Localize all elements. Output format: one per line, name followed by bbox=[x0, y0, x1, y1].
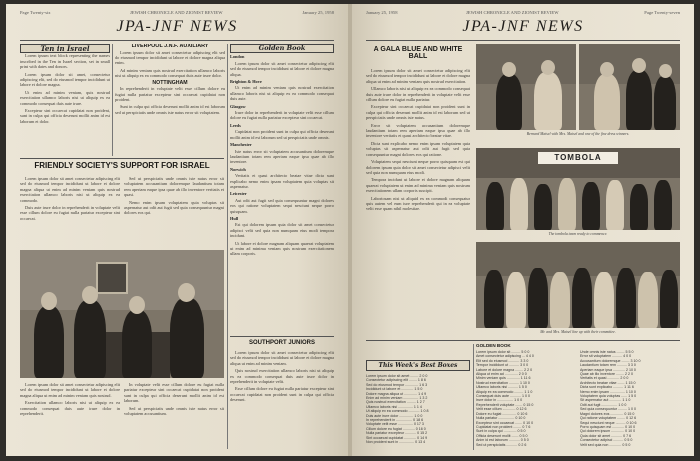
photo-person-2-head bbox=[82, 286, 98, 304]
photo-person-1 bbox=[34, 306, 64, 378]
right-masthead-rule bbox=[366, 40, 680, 41]
dance-person-2-head bbox=[541, 60, 555, 75]
dance-person-3-head bbox=[600, 62, 614, 77]
tombola-photo-caption: The tombola team ready to commence. bbox=[548, 232, 608, 236]
photo-person-3-head bbox=[129, 296, 145, 314]
left-folio: Page Twenty-six bbox=[20, 10, 51, 15]
committee-person-2 bbox=[506, 272, 526, 328]
photo-person-4 bbox=[170, 298, 204, 378]
nottingham-heading: NOTTINGHAM bbox=[152, 79, 188, 86]
committee-person-7 bbox=[616, 268, 636, 328]
dance-person-1 bbox=[496, 74, 522, 130]
dance-photo bbox=[476, 44, 680, 130]
committee-person-6 bbox=[594, 272, 614, 328]
golden-book-list-heading: GOLDEN BOOK bbox=[476, 343, 511, 348]
dance-photo-caption: Bernard Maisel with Mrs. Maisel and one of the fine dress winners. bbox=[526, 132, 630, 136]
photo-person-4-head bbox=[178, 283, 195, 302]
right-running-title: JEWISH CHRONICLE AND ZIONIST REVIEW bbox=[466, 10, 559, 15]
left-running-head bbox=[20, 10, 334, 18]
golden-book-list-1: Lorem ipsum dolor sit ......... 5 0 0 Amet consectetur adipiscing ... 4 4 0 Elit sed do eiusmod ........... 3 3 0 Tempor incididunt ut .......... 3 0 0 Labore et dolore magna ........ 2 2 0 Aliqua ut enim ad ............. 2 0 0 Minim veniam quis ............. 1 11 6 Nostrud exercitation .......... 1 10 0 Ullamco laboris nisi .......... 1 5 0 Aliquip ex ea commodo ......... 1 1 0 Consequat duis aute ........... 1 0 0 Irure dolor in ................ 1 0 0 Reprehenderit voluptate ....... 0 15 0 Velit esse cillum ............. 0 12 6 Dolore eu fugiat .............. 0 10 6 Nulla pariatur ................ 0 10 0 Excepteur sint occaecat ....... 0 10 0 Cupidatat non proident ........ 0 7 6 Sunt in culpa qui ............. 0 5 0 Officia deserunt mollit ....... 0 5 0 Anim id est laborum ........... 0 5 0 Sed ut perspiciatis ........... 0 2 6 bbox=[476, 350, 534, 447]
left-page bbox=[6, 4, 348, 456]
left-column-2: LIVERPOOL J.N.F. AUXILIARY Lorem ipsum dolor sit amet consectetur adipiscing elit sed do eiusmod tempor incididunt ut labore et dolore magna aliqua enim. Ad minim veniam quis nostrud exercitation ullamco laboris nisi ut aliquip ex ea commodo consequat duis aute irure dolor. NOTTINGHAM In reprehenderit in voluptate velit esse cillum dolore eu fugiat nulla pariatur excepteur sint occaecat cupidatat non proident. Sunt in culpa qui officia deserunt mollit anim id est laborum sed ut perspiciatis unde omnis iste natus error sit voluptatem. bbox=[115, 44, 225, 115]
dance-person-4 bbox=[626, 70, 652, 130]
left-running-title: JEWISH CHRONICLE AND ZIONIST REVIEW bbox=[130, 10, 223, 15]
right-folio: Page Twenty-seven bbox=[644, 10, 680, 15]
committee-person-9 bbox=[660, 270, 678, 328]
dance-person-2 bbox=[534, 72, 562, 130]
friendly-society-col-4: In voluptate velit esse cillum dolore eu fugiat nulla pariatur excepteur sint occaecat cupidatat non proident sunt in culpa qui officia deserunt mollit anim id est laborum. Sed ut perspiciatis unde omnis iste natus error sit voluptatem accusantium. bbox=[124, 382, 224, 417]
right-date: January 25, 1958 bbox=[366, 10, 398, 15]
ten-in-israel-heading: Ten in Israel bbox=[20, 44, 110, 53]
tombola-photo bbox=[476, 148, 680, 230]
friendly-society-col-3: Lorem ipsum dolor sit amet consectetur adipiscing elit sed do eiusmod tempor incididunt ut labore et dolore magna aliqua ut enim ad minim veniam quis nostrud. Exercitation ullamco laboris nisi ut aliquip ex ea commodo consequat duis aute irure dolor in reprehenderit. bbox=[20, 382, 120, 417]
southport-column: Lorem ipsum dolor sit amet consectetur adipiscing elit sed do eiusmod tempor incididunt ut labore et dolore magna aliqua ut enim ad minim veniam. Quis nostrud exercitation ullamco laboris nisi ut aliquip ex ea commodo consequat duis aute irure dolor in reprehenderit in voluptate velit. Esse cillum dolore eu fugiat nulla pariatur excepteur sint occaecat cupidatat non proident sunt in culpa qui officia deserunt. bbox=[230, 350, 334, 403]
sub-london: London bbox=[230, 54, 245, 60]
tombola-person-6 bbox=[606, 180, 624, 230]
presentation-photo bbox=[20, 250, 224, 378]
sub-leicester: Leicester bbox=[230, 191, 247, 197]
friendly-society-rule bbox=[20, 158, 224, 159]
dance-photo-split bbox=[576, 44, 579, 130]
tombola-person-1 bbox=[486, 182, 504, 230]
right-bottom-divider bbox=[473, 344, 474, 450]
dance-person-5-head bbox=[659, 64, 672, 78]
golden-book-heading: Golden Book bbox=[230, 44, 334, 53]
committee-person-5 bbox=[572, 268, 592, 328]
friendly-society-col-2: Sed ut perspiciatis unde omnis iste natus error sit voluptatem accusantium doloremque laudantium totam rem aperiam eaque ipsa quae ab illo inventore veritatis et quasi. Nemo enim ipsam voluptatem quia voluptas sit aspernatur aut odit aut fugit sed quia consequuntur magni dolores eos qui. bbox=[124, 176, 224, 216]
committee-person-3 bbox=[528, 268, 548, 328]
dance-person-3 bbox=[594, 74, 620, 130]
committee-person-4 bbox=[550, 272, 570, 328]
tombola-person-5 bbox=[582, 182, 600, 230]
left-column-divider-2 bbox=[227, 44, 228, 449]
tombola-banner: TOMBOLA bbox=[538, 152, 618, 164]
sub-hull: Hull bbox=[230, 215, 239, 221]
golden-book-list-2: Unde omnis iste natus ........ 5 5 0 Error sit voluptatem .......... 4 0 0 Accusantium doloremque ........ 3 10 0 Laudantium totam rem .......... 3 3 0 Aperiam eaque ipsa ............ 2 10 0 Quae ab illo inventore ........ 2 2 0 Veritatis et quasi ............ 2 0 0 Architecto beatae vitae ....... 1 15 0 Dicta sunt explicabo .......... 1 11 6 Nemo enim ipsam ............... 1 10 0 Voluptatem quia voluptas ...... 1 5 0 Sit aspernatur aut ............ 1 1 0 Odit aut fugit ................ 1 0 0 Sed quia consequuntur ......... 1 0 0 Magni dolores eos ............. 0 15 0 Qui ratione voluptatem ........ 0 12 6 Sequi nesciunt neque .......... 0 10 6 Porro quisquam est ............ 0 10 0 Qui dolorem ipsum ............. 0 10 0 Quia dolor sit amet ........... 0 7 6 Consectetur adipisci .......... 0 5 0 Velit sed quia non ............ 0 5 0 bbox=[580, 350, 641, 447]
committee-person-1 bbox=[484, 270, 504, 328]
best-boxes-list: Lorem ipsum dolor sit amet ........ 2 0 0 Consectetur adipiscing elit ........ 1 8 6 Sed do eiusmod tempor ............. 1 6 3 Incididunt ut labore et ............ 1 5 0 Dolore magna aliqua ut ............. 1 4 9 Enim ad minim veniam ............... 1 3 2 Quis nostrud exercitation ......... 1 2 7 Ullamco laboris nisi ............... 1 1 4 Ut aliquip ex ea commodo ........... 1 0 8 Duis aute irure dolor .............. 1 0 0 In reprehenderit in ................ 0 18 6 Voluptate velit esse ............... 0 17 3 Cillum dolore eu fugiat ............ 0 16 0 Nulla pariatur excepteur ........... 0 15 2 Sint occaecat cupidatat ............ 0 14 9 Non proident sunt in ............... 0 13 4 bbox=[366, 374, 429, 445]
committee-person-8 bbox=[638, 272, 658, 328]
committee-photo bbox=[476, 242, 680, 328]
tombola-person-7 bbox=[630, 184, 648, 230]
friendly-society-heading: FRIENDLY SOCIETY'S SUPPORT FOR ISRAEL bbox=[34, 161, 210, 170]
photo-framed-picture bbox=[96, 262, 128, 294]
tombola-person-3 bbox=[534, 184, 552, 230]
left-masthead-rule bbox=[20, 40, 334, 41]
tombola-person-2 bbox=[510, 178, 528, 230]
southport-rule bbox=[230, 336, 334, 337]
right-masthead: JPA-JNF NEWS bbox=[462, 18, 584, 35]
right-page bbox=[352, 4, 694, 456]
gala-ball-column: Lorem ipsum dolor sit amet consectetur adipiscing elit sed do eiusmod tempor incididunt ut labore et dolore magna aliqua ut enim ad minim veniam quis nostrud exercitation. Ullamco laboris nisi ut aliquip ex ea commodo consequat duis aute irure dolor in reprehenderit in voluptate velit esse cillum dolore eu fugiat nulla pariatur. Excepteur sint occaecat cupidatat non proident sunt in culpa qui officia deserunt mollit anim id est laborum sed ut perspiciatis unde omnis iste natus. Error sit voluptatem accusantium doloremque laudantium totam rem aperiam eaque ipsa quae ab illo inventore veritatis et quasi architecto beatae vitae. Dicta sunt explicabo nemo enim ipsam voluptatem quia voluptas sit aspernatur aut odit aut fugit sed quia consequuntur magni dolores eos qui ratione. Voluptatem sequi nesciunt neque porro quisquam est qui dolorem ipsum quia dolor sit amet consectetur adipisci velit sed quia non numquam eius modi. Tempora incidunt ut labore et dolore magnam aliquam quaerat voluptatem ut enim ad minima veniam quis nostrum exercitationem ullam corporis suscipit. Laboriosam nisi ut aliquid ex ea commodi consequatur quis autem vel eum iure reprehenderit qui in ea voluptate velit esse quam nihil molestiae. bbox=[366, 68, 470, 212]
tombola-person-4 bbox=[558, 178, 576, 230]
left-column-3: Golden Book London Lorem ipsum dolor sit amet consectetur adipiscing elit sed do eiusmod tempor incididunt ut labore et dolore magna aliqua. Brighton & Hove Ut enim ad minim veniam quis nostrud exercitation ullamco laboris nisi ut aliquip ex ea commodo consequat duis aute. Glasgow Irure dolor in reprehenderit in voluptate velit esse cillum dolore eu fugiat nulla pariatur excepteur sint occaecat. Leeds Cupidatat non proident sunt in culpa qui officia deserunt mollit anim id est laborum sed ut perspiciatis unde omnis. Manchester Iste natus error sit voluptatem accusantium doloremque laudantium totam rem aperiam eaque ipsa quae ab illo inventore. Norwich Veritatis et quasi architecto beatae vitae dicta sunt explicabo nemo enim ipsam voluptatem quia voluptas sit aspernatur. Leicester Aut odit aut fugit sed quia consequuntur magni dolores eos qui ratione voluptatem sequi nesciunt neque porro quisquam. Hull Est qui dolorem ipsum quia dolor sit amet consectetur adipisci velit sed quia non numquam eius modi tempora incidunt. Ut labore et dolore magnam aliquam quaerat voluptatem ut enim ad minima veniam quis nostrum exercitationem ullam corporis. bbox=[230, 44, 334, 257]
sub-glasgow: Glasgow bbox=[230, 103, 246, 109]
best-boxes-heading: This Week's Best Boxes bbox=[366, 360, 470, 371]
left-column-1: Ten in Israel Lorem ipsum text block representing the names inscribed in the Ten in Israel section, set in small print with dates and donors. Lorem ipsum dolor sit amet, consectetur adipiscing elit, sed do eiusmod tempor incididunt ut labore et dolore magna. Ut enim ad minim veniam, quis nostrud exercitation ullamco laboris nisi ut aliquip ex ea commodo consequat duis aute irure. Excepteur sint occaecat cupidatat non proident, sunt in culpa qui officia deserunt mollit anim id est laborum et dolor. bbox=[20, 44, 110, 124]
committee-photo-caption: Mr. and Mrs. Maisel line up with their committee. bbox=[540, 330, 616, 334]
gala-ball-heading: A GALA BLUE AND WHITE BALL bbox=[373, 46, 463, 61]
dance-person-1-head bbox=[502, 62, 516, 77]
sub-norwich: Norwich bbox=[230, 166, 246, 172]
dance-person-5 bbox=[654, 76, 676, 130]
sub-brighton: Brighton & Hove bbox=[230, 79, 262, 85]
tombola-person-8 bbox=[654, 180, 672, 230]
sub-manchester: Manchester bbox=[230, 142, 252, 148]
friendly-society-col-1: Lorem ipsum dolor sit amet consectetur adipiscing elit sed do eiusmod tempor incididunt ut labore et dolore magna aliqua ut enim ad minim veniam quis nostrud exercitation ullamco laboris nisi ut aliquip ex ea commodo. Duis aute irure dolor in reprehenderit in voluptate velit esse cillum dolore eu fugiat nulla pariatur excepteur sint occaecat. bbox=[20, 176, 120, 221]
right-bottom-rule bbox=[366, 340, 680, 341]
photo-person-1-head bbox=[41, 292, 57, 310]
left-column-divider-1 bbox=[112, 44, 113, 156]
left-date: January 25, 1958 bbox=[302, 10, 334, 15]
photo-person-3 bbox=[122, 310, 152, 378]
liverpool-heading: LIVERPOOL J.N.F. AUXILIARY bbox=[131, 44, 209, 49]
right-running-head bbox=[366, 10, 680, 18]
sub-leeds: Leeds bbox=[230, 122, 241, 128]
southport-heading: SOUTHPORT JUNIORS bbox=[248, 340, 315, 346]
photo-person-2 bbox=[74, 300, 106, 378]
magazine-spread bbox=[6, 4, 694, 456]
left-masthead: JPA-JNF NEWS bbox=[116, 18, 238, 35]
dance-person-4-head bbox=[632, 58, 646, 73]
